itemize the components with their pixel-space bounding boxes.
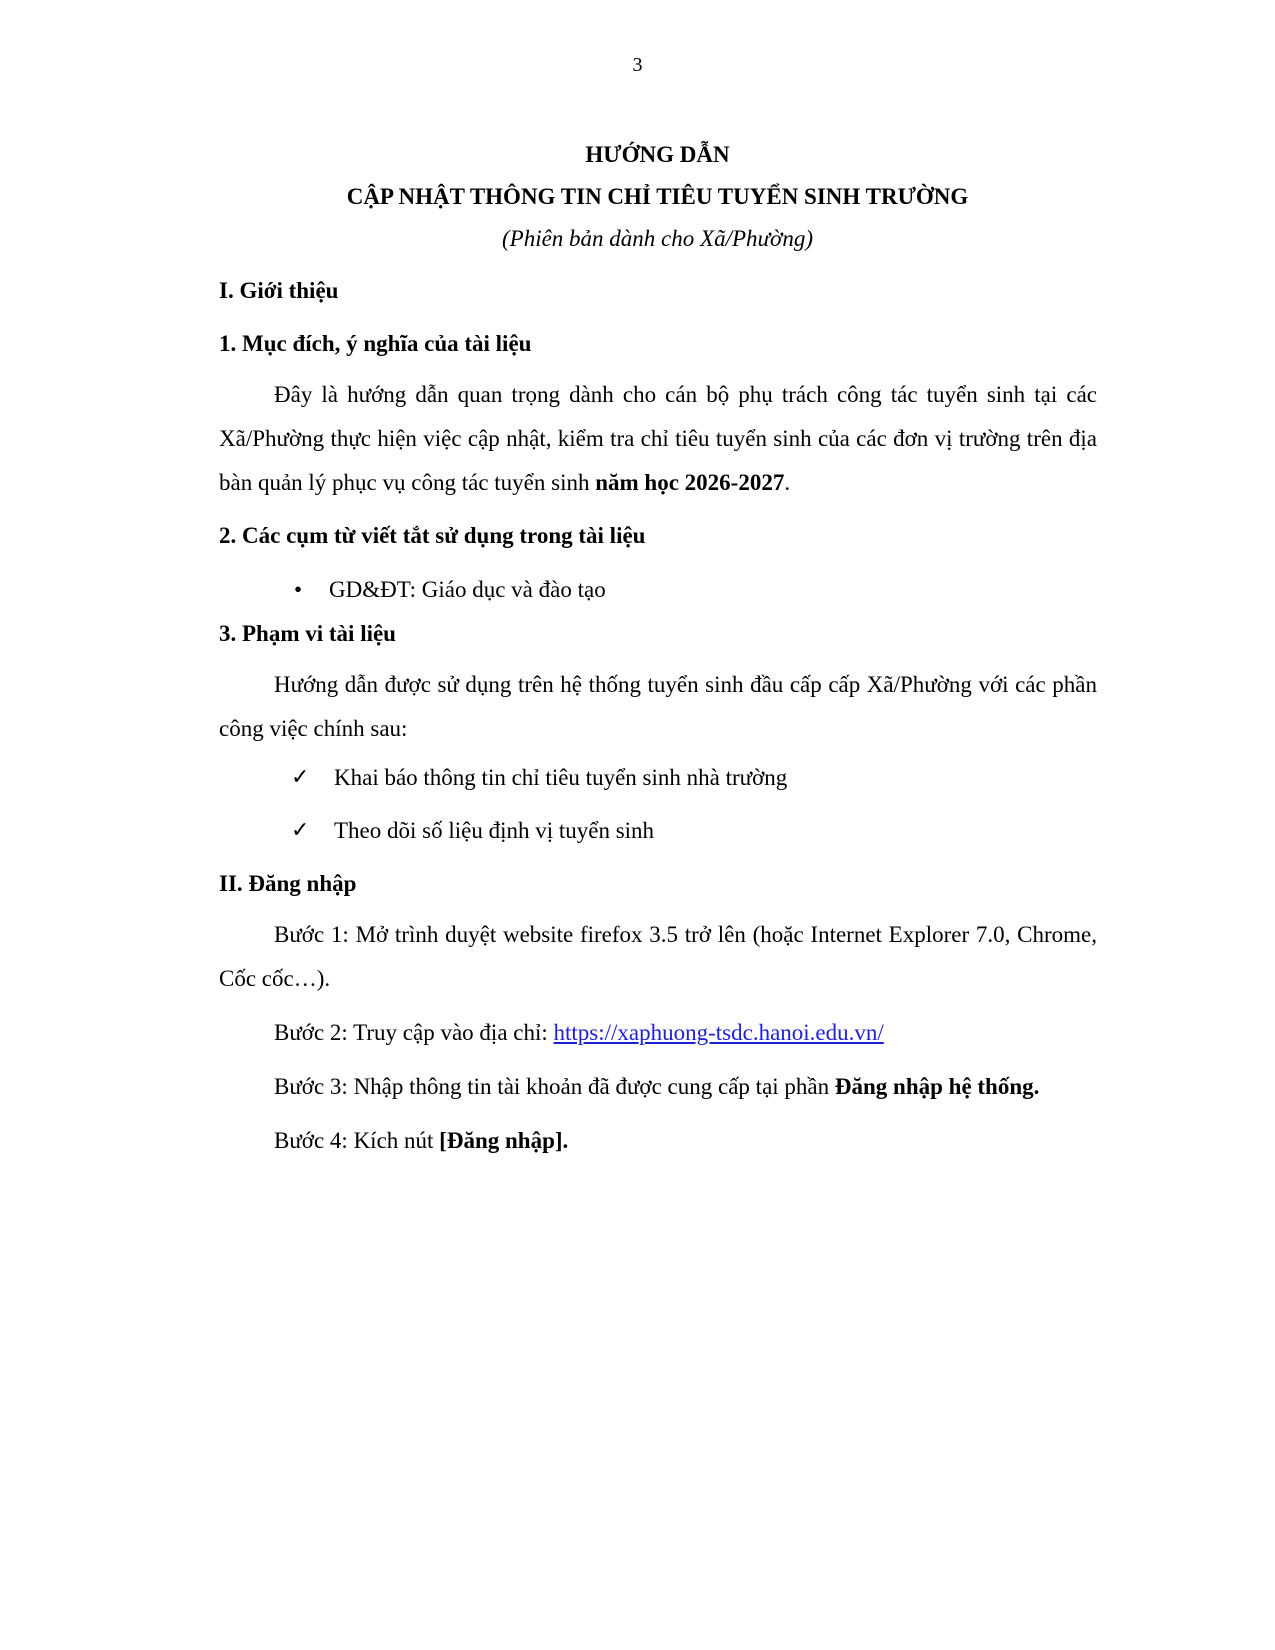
purpose-text-end: .: [784, 470, 791, 495]
page-number: 3: [632, 54, 643, 76]
login-button-label: [Đăng nhập].: [439, 1128, 569, 1153]
subsection-heading-purpose: 1. Mục đích, ý nghĩa của tài liệu: [219, 331, 532, 356]
purpose-text: Đây là hướng dẫn quan trọng dành cho cán bộ phụ trách công tác tuyển sinh tại các Xã/Phường thực hiện việc cập nhật, kiểm tra chỉ tiêu tuyển sinh của các đơn vị trường trên địa bàn quản lý phục vụ công tác tuyển sinh: [219, 382, 1097, 495]
login-step-1: Bước 1: Mở trình duyệt website firefox 3.5 trở lên (hoặc Internet Explorer 7.0, Chrome, Cốc cốc…).: [219, 922, 1097, 991]
abbreviation-list: [219, 573, 1097, 607]
login-step-2: [219, 1011, 1097, 1055]
list-item: [219, 573, 1097, 607]
checkmark-icon: ✓: [291, 765, 310, 790]
scope-item-text: Khai báo thông tin chỉ tiêu tuyển sinh nhà trường: [334, 765, 788, 790]
section-heading-login: II. Đăng nhập: [219, 871, 357, 896]
login-system-label: Đăng nhập hệ thống.: [834, 1074, 1040, 1099]
document-body: [219, 274, 1097, 1163]
purpose-paragraph: [219, 373, 1097, 505]
scope-item-text: Theo dõi số liệu định vị tuyển sinh: [334, 818, 655, 843]
login-url-link[interactable]: https://xaphuong-tsdc.hanoi.edu.vn/: [553, 1020, 884, 1045]
subsection-heading-scope: 3. Phạm vi tài liệu: [219, 621, 396, 646]
bullet-icon: •: [294, 577, 303, 602]
scope-paragraph: Hướng dẫn được sử dụng trên hệ thống tuyển sinh đầu cấp cấp Xã/Phường với các phần công việc chính sau:: [219, 672, 1097, 741]
school-year-text: năm học 2026-2027: [595, 470, 785, 495]
section-heading-introduction: I. Giới thiệu: [219, 278, 339, 303]
document-title-line1: HƯỚNG DẪN: [585, 142, 730, 167]
subsection-heading-abbreviations: 2. Các cụm từ viết tắt sử dụng trong tài liệu: [219, 523, 646, 548]
checkmark-icon: ✓: [291, 818, 310, 843]
login-step-2-text: Bước 2: Truy cập vào địa chỉ:: [274, 1020, 554, 1045]
document-subtitle: (Phiên bản dành cho Xã/Phường): [502, 226, 813, 251]
document-title-line2: CẬP NHẬT THÔNG TIN CHỈ TIÊU TUYỂN SINH TRƯỜNG: [346, 184, 969, 209]
list-item: [219, 814, 1097, 848]
login-step-3: [219, 1065, 1097, 1109]
login-step-3-text: Bước 3: Nhập thông tin tài khoản đã được cung cấp tại phần: [274, 1074, 835, 1099]
login-step-4: [219, 1119, 1097, 1163]
login-step-4-text: Bước 4: Kích nút: [274, 1128, 440, 1153]
list-item: [219, 761, 1097, 795]
title-block: [0, 134, 1275, 260]
abbreviation-text: GD&ĐT: Giáo dục và đào tạo: [329, 577, 606, 602]
